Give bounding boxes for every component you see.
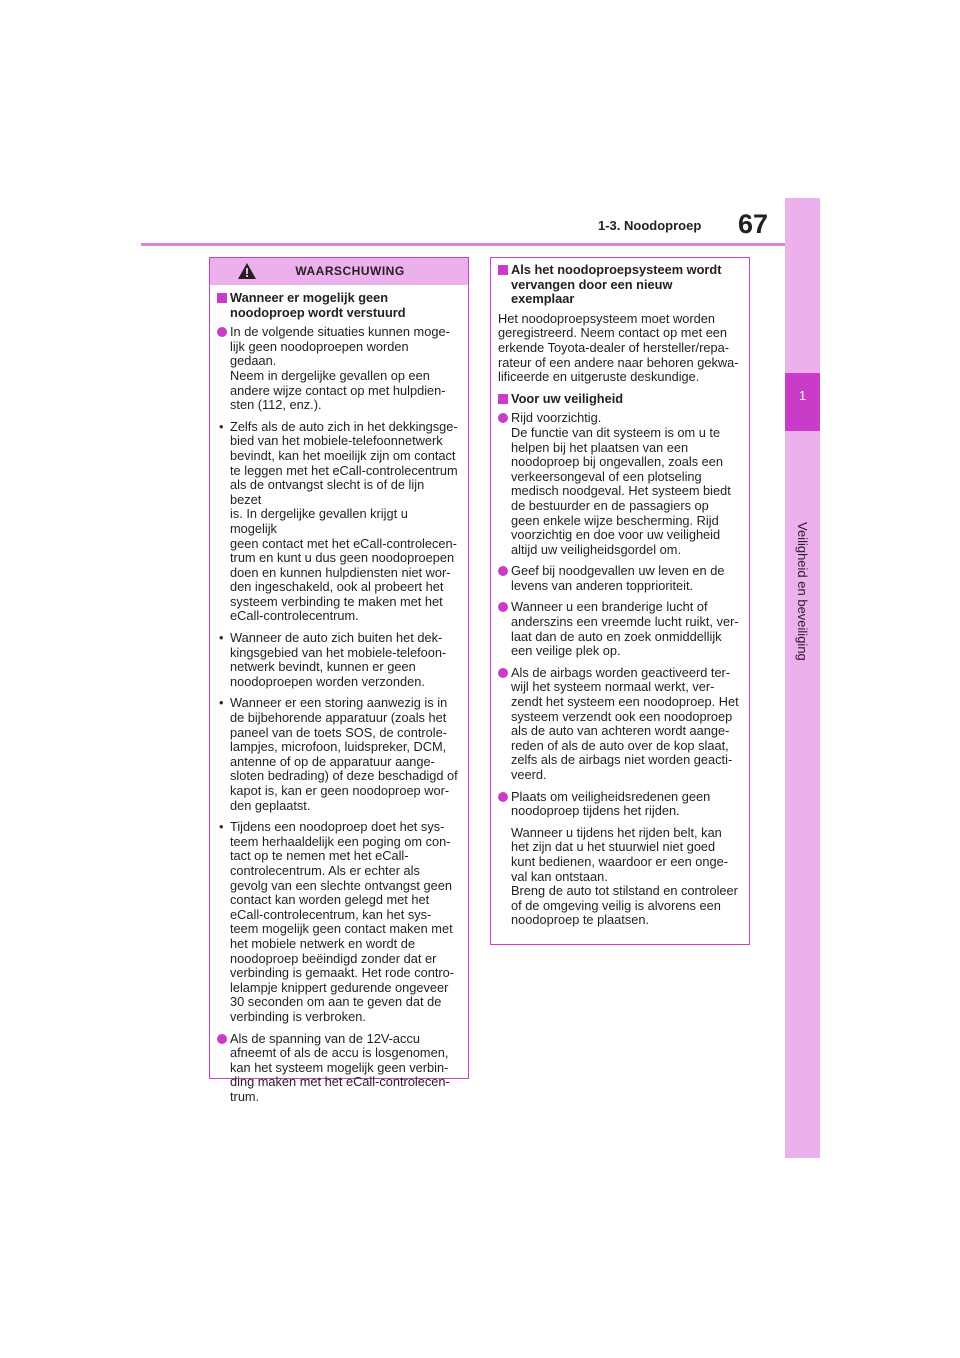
warning-bullet	[217, 696, 458, 813]
warning-content	[210, 285, 468, 1104]
notes-item	[498, 790, 739, 819]
warning-last-text: Als de spanning van de 12V-accu afneemt of als de accu is losgenomen, kan het systeem mogelijk geen verbin- ding maken met het eCall-controlecen- trum.	[230, 1030, 450, 1104]
notes-item-text: Plaats om veiligheidsredenen geen noodoproep tijdens het rijden.	[511, 788, 711, 819]
notes-paragraph: Het noodoproepsysteem moet worden geregistreerd. Neem contact op met een erkende Toyota-dealer of hersteller/repa- rateur of een andere naar behoren gekwa- lificeerde en uitgeruste deskundige.	[498, 310, 739, 385]
warning-bullet-text: Wanneer er een storing aanwezig is in de bijbehorende apparatuur (zoals het paneel van de toets SOS, de controle- lampjes, microfoon, luidspreker, DCM, antenne of op de apparatuur aange- sloten bedrading) of deze beschadigd of kapot is, kan er geen noodoproep wor- den geplaatst.	[230, 695, 458, 813]
square-bullet-icon	[498, 394, 508, 404]
notes-box	[490, 257, 750, 945]
bullet-marker: •	[219, 630, 224, 646]
square-bullet-icon	[217, 293, 227, 303]
notes-heading-safety	[498, 392, 739, 407]
notes-item	[498, 564, 739, 593]
warning-last	[217, 1032, 458, 1105]
dot-bullet-icon	[498, 413, 508, 423]
warning-bullet	[217, 420, 458, 624]
warning-triangle-icon	[237, 262, 257, 280]
bullet-marker: •	[219, 418, 224, 434]
dot-bullet-icon	[498, 668, 508, 678]
notes-last-paragraph: Wanneer u tijdens het rijden belt, kan het zijn dat u het stuurwiel niet goed kunt bedienen, waardoor er een onge- val kan ontstaan. Breng de auto tot stilstand en controleer of de omgeving veilig is alvorens een noodoproep te plaatsen.	[511, 824, 738, 928]
section-title: 1-3. Noodoproep	[598, 218, 702, 233]
notes-item-text: Als de airbags worden geactiveerd ter- wijl het systeem normaal werkt, ver- zendt het systeem een noodoproep. Het systeem verzendt ook een noodoproep als de auto van achteren wordt aange- reden of als de auto over de kop slaat, zelfs als de airbags niet worden geacti- veerd.	[511, 664, 739, 782]
bullet-marker: •	[219, 695, 224, 711]
notes-item-text: Geef bij noodgevallen uw leven en de levens van anderen topprioriteit.	[511, 563, 725, 593]
page-number: 67	[738, 209, 769, 239]
warning-intro-text: In de volgende situaties kunnen moge- lijk geen noodoproepen worden gedaan. Neem in dergelijke gevallen op een andere wijze contact op met hulpdien- sten (112, enz.).	[230, 324, 450, 413]
bullet-marker: •	[219, 819, 224, 835]
chapter-label-text: Veiligheid en beveiliging	[795, 522, 810, 661]
dot-bullet-icon	[498, 602, 508, 612]
chapter-number: 1	[798, 388, 807, 403]
warning-box	[209, 257, 469, 1104]
notes-item-text: Wanneer u een branderige lucht of anderszins een vreemde lucht ruikt, ver- laat dan de auto en zoek onmiddellijk een veilige plek op.	[511, 599, 739, 659]
header-rule	[141, 243, 785, 246]
warning-bullet-text: Zelfs als de auto zich in het dekkingsge- bied van het mobiele-telefoonnetwerk bevindt, kan het moeilijk zijn om contact te leggen met het eCall-controlecentrum als de ontvangst slecht is of de lijn bezet is. In dergelijke gevallen krijgt u mogelijk geen contact met het eCall-controlecen- trum en kunt u dus geen noodoproepen doen en kunnen hulpdiensten niet wor- den ingeschakeld, ook al probeert het systeem verbinding te maken met het eCall-controlecentrum.	[230, 418, 458, 624]
notes-item	[498, 600, 739, 658]
warning-heading-text: Wanneer er mogelijk geen noodoproep wordt verstuurd	[230, 290, 406, 320]
warning-bullet	[217, 631, 458, 689]
notes-heading-replacement	[498, 263, 739, 307]
notes-content	[491, 258, 749, 928]
warning-bullet	[217, 820, 458, 1024]
warning-bullet-text: Wanneer de auto zich buiten het dek- kingsgebied van het mobiele-telefoon- netwerk bevindt, kunnen er geen noodoproepen worden verzonden.	[230, 630, 447, 689]
dot-bullet-icon	[217, 327, 227, 337]
notes-item-text: Rijd voorzichtig. De functie van dit systeem is om u te helpen bij het plaatsen van een noodoproep bij ongevallen, zoals een verkeersongeval of een plotseling medisch noodgeval. Het systeem biedt de bestuurder en de passagiers op geen enkele wijze bescherming. Rijd voorzichtig en doe voor uw veiligheid altijd uw veiligheidsgordel om.	[511, 410, 731, 557]
warning-intro	[217, 325, 458, 413]
warning-header	[210, 258, 468, 285]
square-bullet-icon	[498, 265, 508, 275]
notes-heading-text: Als het noodoproepsysteem wordt vervangen door een nieuw exemplaar	[511, 262, 722, 307]
dot-bullet-icon	[498, 566, 508, 576]
warning-title: WAARSCHUWING	[295, 264, 405, 278]
warning-bullet-text: Tijdens een noodoproep doet het sys- teem herhaaldelijk een poging om con- tact op te nemen met het eCall- controlecentrum. Als er echter als gevolg van een slechte ontvangst geen contact kan worden gelegd met het eCall-controlecentrum, kan het sys- teem mogelijk geen contact maken met het mobiele netwerk en wordt de noodoproep beëindigd zonder dat er verbinding is gemaakt. Het rode contro- lelampje knippert gedurende ongeveer 30 seconden om aan te geven dat de verbinding is verbroken.	[230, 819, 455, 1024]
warning-heading	[217, 291, 458, 320]
notes-item	[498, 666, 739, 783]
notes-heading-text: Voor uw veiligheid	[511, 390, 624, 406]
dot-bullet-icon	[217, 1034, 227, 1044]
dot-bullet-icon	[498, 792, 508, 802]
notes-item	[498, 411, 739, 557]
side-tab	[785, 198, 820, 1158]
